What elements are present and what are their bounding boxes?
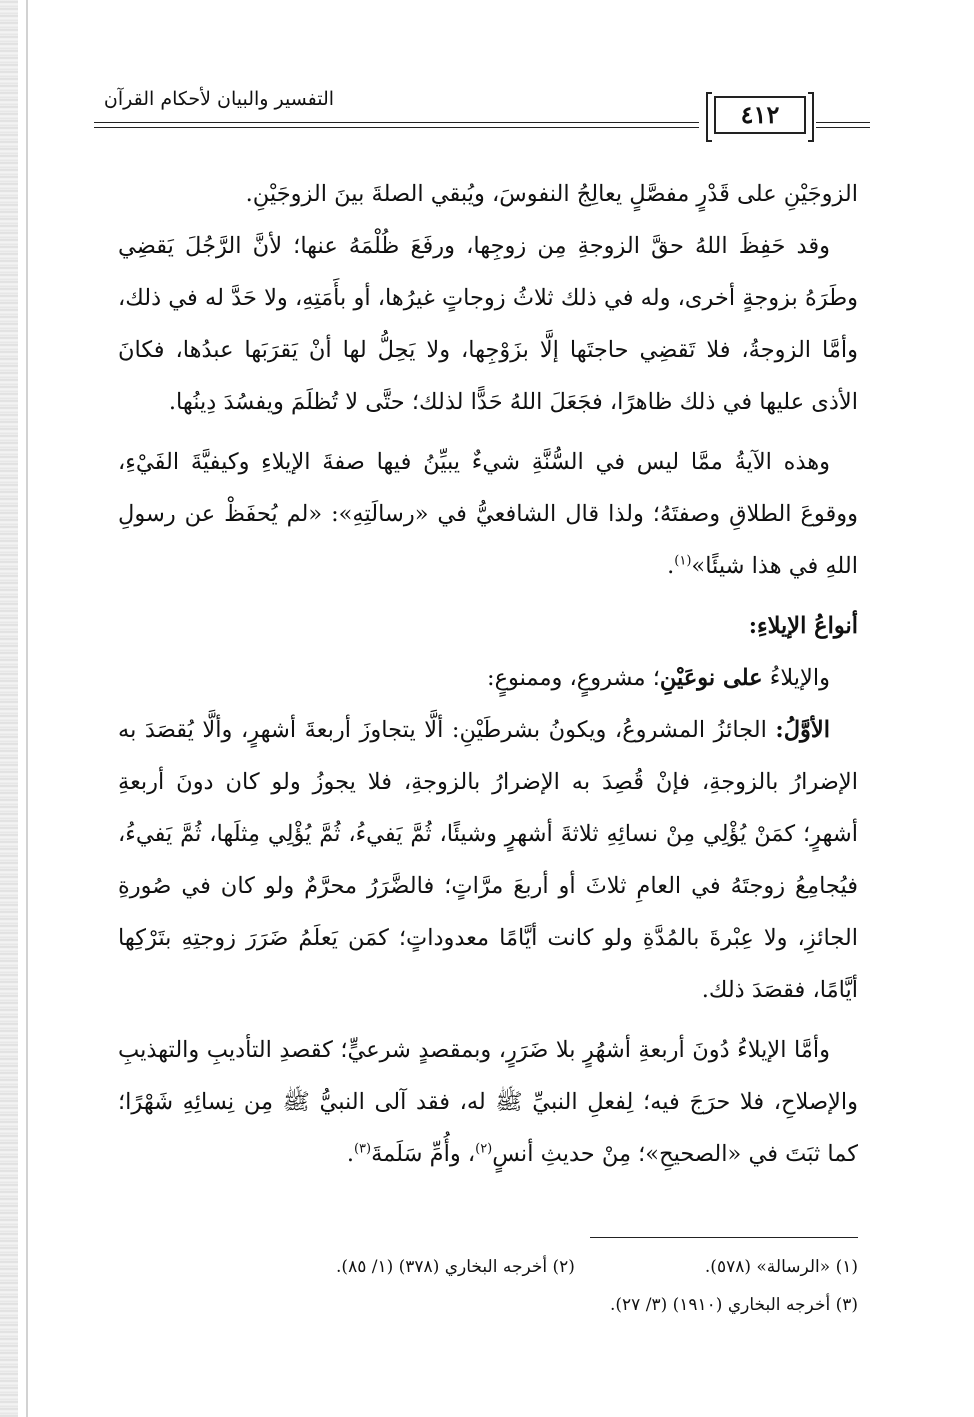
footnote: (٣) أخرجه البخاري (١٩١٠) (٣/ ٢٧). [610,1295,858,1315]
paragraph [118,220,858,428]
paragraph-text: . [667,553,675,579]
paragraph [118,1024,858,1180]
header-rule-right [816,122,870,123]
footnote-row [118,1248,858,1286]
header-rule-thin [94,127,699,128]
footnote: (٢) أخرجه البخاري (٣٧٨) (١/ ٨٥). [336,1257,575,1277]
paragraph-text: الجائزُ المشروعُ، ويكونُ بشرطَيْنِ: ألَّا يتجاوزَ أربعةَ أشهرٍ، وألَّا يُقصَدَ به الإضرارُ بالزوجةِ، فإنْ قُصِدَ به الإضرارُ بالزوجةِ، فلا يجوزُ ولو كان دونَ أربعةِ أشهرٍ؛ كمَنْ يُؤْلِي مِنْ نسائِهِ ثلاثةَ أشهرٍ وشيئًا، ثُمَّ يَفيءُ، ثُمَّ يُؤْلِي مِثلَها، ثُمَّ يَفيءُ، فيُجامِعُ زوجتَهُ في العامِ ثلاثَ أو أربعَ مرَّاتٍ؛ فالضَّرَرُ محرَّمٌ ولو كان في صُورةِ الجائزِ، ولا عِبْرةَ بالمُدَّةِ ولو كانت أيَّامًا معدوداتٍ؛ كمَن يَعلَمُ ضَرَرَ زوجتِهِ بتَرْكِها أيَّامًا، فقصَدَ ذلك. [118,717,858,1003]
page-number: ٤١٢ [714,96,806,134]
paragraph-text: الزوجَيْنِ على قَدْرٍ مفصَّلٍ يعالِجُ النفوسَ، ويُبقي الصلةَ بينَ الزوجَيْنِ. [245,181,858,207]
footnote-ref: (١) [674,553,692,569]
bold-text: على نوعَيْنِ [659,665,763,691]
footnotes [118,1248,858,1324]
paragraph [118,436,858,592]
running-title: التفسير والبيان لأحكام القرآن [103,88,335,110]
paragraph-text: ، وأُمِّ سَلَمةَ [371,1141,476,1167]
footnote-separator [590,1237,858,1238]
header-rule [94,122,699,123]
paragraph-text: وقد حَفِظَ اللهُ حقَّ الزوجةِ مِن زوجِها، ورفَعَ ظُلْمَهُ عنها؛ لأنَّ الرَّجُلَ يَقضِي وطَرَهُ بزوجةٍ أخرى، وله في ذلك ثلاثُ زوجاتٍ غيرُها، أو بأَمَتِهِ، ولا حَدَّ له في ذلك، وأمَّا الزوجةُ، فلا تَقضِي حاجتَها إلَّا بزَوْجِها، ولا يَحِلُّ لها أنْ يَقرَبَها عبدُها، فكانَ الأذى عليها في ذلك ظاهرًا، فجَعَلَ اللهُ حَدًّا لذلك؛ حتَّى لا تُظلَمَ ويفسُدَ دِينُها. [118,233,858,415]
footnote-row [118,1286,858,1324]
paragraph-text: . [346,1141,354,1167]
footnote-ref: (٢) [475,1141,493,1157]
paragraph-text: ؛ مشروعٍ، وممنوعٍ: [487,665,660,691]
page-header [94,86,870,148]
paragraph [118,652,858,704]
section-heading: أنواعُ الإيلاءِ: [748,613,858,639]
footnote-ref: (٣) [353,1141,372,1157]
main-text [118,168,858,1180]
book-binding-edge [0,0,18,1417]
paragraph-text: وأمَّا الإيلاءُ دُونَ أربعةِ أشهُرٍ بلا ضَرَرٍ، وبمقصدٍ شرعيٍّ؛ كقصدِ التأديبِ والتهذيبِ والإصلاحِ، فلا حرَجَ فيه؛ لِفعلِ النبيِّ ﷺ له، فقد آلى النبيُّ ﷺ مِن نِسائِهِ شَهْرًا؛ كما ثبَتَ في «الصحيحِ»؛ مِنْ حديثِ أنسٍ [118,1037,858,1167]
bold-text: الأوَّلُ: [775,717,830,743]
paragraph-text: والإيلاءُ [762,665,830,691]
paragraph-text: وهذه الآيةُ ممَّا ليس في السُّنَّةِ شيءٌ يبيِّنُ فيها صفةَ الإيلاءِ وكيفيَّةَ الفَيْءِ، ووقوعَ الطلاقِ وصفتَهُ؛ ولذا قال الشافعيُّ في «رسالَتِهِ»: «لم يُحفَظْ عن رسولِ اللهِ في هذا شيئًا» [118,449,858,579]
paragraph [118,704,858,1016]
header-rule-right-thin [816,127,870,128]
footnote: (١) «الرسالة» (٥٧٨). [704,1257,858,1277]
paragraph [118,168,858,220]
binding-shadow-line [26,0,28,1417]
